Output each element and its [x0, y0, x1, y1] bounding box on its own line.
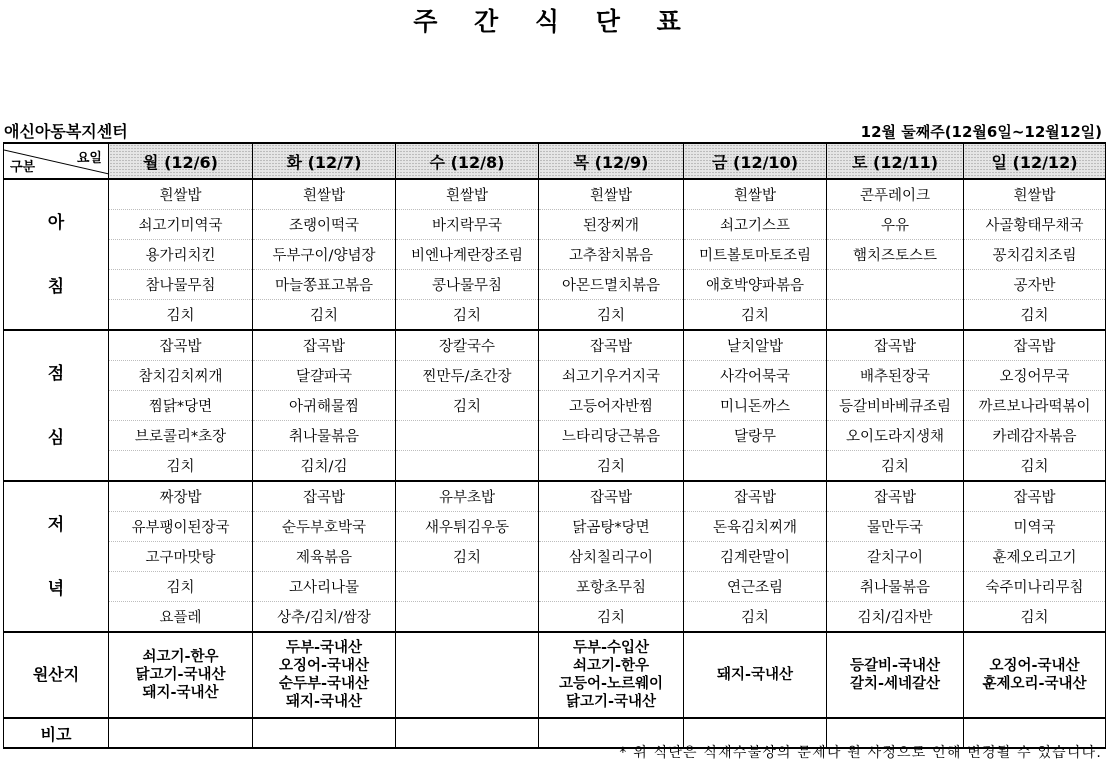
meal-label-char: 아	[47, 212, 65, 233]
menu-cell: 흰쌀밥	[253, 179, 396, 210]
menu-cell: 아몬드멸치볶음	[539, 270, 684, 300]
menu-cell: 흰쌀밥	[539, 179, 684, 210]
menu-cell: 용가리치킨	[109, 240, 253, 270]
menu-row	[4, 421, 1106, 451]
note-label: 비고	[4, 718, 109, 748]
menu-cell: 흰쌀밥	[109, 179, 253, 210]
menu-cell: 김치/김자반	[827, 602, 964, 633]
menu-cell: 김치	[109, 300, 253, 331]
menu-cell: 고등어자반찜	[539, 391, 684, 421]
meal-label-char: 녁	[47, 578, 65, 599]
menu-row	[4, 572, 1106, 602]
menu-cell: 유부초밥	[396, 481, 539, 512]
note-cell	[109, 718, 253, 748]
menu-row	[4, 210, 1106, 240]
menu-cell: 잡곡밥	[253, 330, 396, 361]
header-gubun: 구분	[10, 160, 36, 175]
menu-cell: 찜닭*당면	[109, 391, 253, 421]
menu-row	[4, 602, 1106, 633]
menu-cell: 오징어무국	[964, 361, 1106, 391]
menu-cell: 잡곡밥	[109, 330, 253, 361]
menu-cell: 김치	[964, 451, 1106, 482]
menu-row	[4, 542, 1106, 572]
menu-cell: 삼치칠리구이	[539, 542, 684, 572]
day-header: 월 (12/6)	[109, 143, 253, 179]
menu-cell: 연근조림	[684, 572, 827, 602]
meal-label-char: 점	[47, 363, 65, 384]
day-header: 목 (12/9)	[539, 143, 684, 179]
menu-cell	[396, 451, 539, 482]
menu-cell: 상추/김치/쌈장	[253, 602, 396, 633]
menu-row	[4, 330, 1106, 361]
menu-cell: 김치	[827, 451, 964, 482]
meal-label-char: 침	[47, 276, 65, 297]
menu-row	[4, 240, 1106, 270]
menu-cell: 잡곡밥	[253, 481, 396, 512]
origin-cell: 돼지-국내산	[684, 632, 827, 718]
week-label: 12월 둘째주(12월6일~12월12일)	[860, 123, 1102, 141]
menu-cell: 포항초무침	[539, 572, 684, 602]
menu-cell: 고사리나물	[253, 572, 396, 602]
menu-cell: 조랭이떡국	[253, 210, 396, 240]
menu-cell: 햄치즈토스트	[827, 240, 964, 270]
menu-cell: 흰쌀밥	[964, 179, 1106, 210]
menu-cell: 제육볶음	[253, 542, 396, 572]
menu-cell: 찐만두/초간장	[396, 361, 539, 391]
menu-cell: 잡곡밥	[539, 481, 684, 512]
menu-cell: 비엔나계란장조림	[396, 240, 539, 270]
menu-cell: 흰쌀밥	[396, 179, 539, 210]
menu-cell: 잡곡밥	[964, 481, 1106, 512]
menu-cell: 브로콜리*초장	[109, 421, 253, 451]
menu-cell: 배추된장국	[827, 361, 964, 391]
menu-cell: 새우튀김우동	[396, 512, 539, 542]
menu-row	[4, 512, 1106, 542]
menu-cell: 김치	[964, 602, 1106, 633]
origin-cell: 두부-국내산 오징어-국내산 순두부-국내산 돼지-국내산	[253, 632, 396, 718]
menu-cell: 두부구이/양념장	[253, 240, 396, 270]
menu-cell: 달걀파국	[253, 361, 396, 391]
meal-label-char: 심	[47, 427, 65, 448]
origin-cell: 오징어-국내산 훈제오리-국내산	[964, 632, 1106, 718]
organization-name: 애신아동복지센터	[4, 122, 128, 141]
menu-cell: 김치	[964, 300, 1106, 331]
menu-cell: 돈육김치찌개	[684, 512, 827, 542]
header-corner	[4, 143, 109, 179]
menu-cell: 숙주미나리무침	[964, 572, 1106, 602]
menu-cell: 짜장밥	[109, 481, 253, 512]
menu-cell: 쇠고기미역국	[109, 210, 253, 240]
menu-row	[4, 481, 1106, 512]
menu-cell: 김치	[684, 602, 827, 633]
menu-cell: 달랑무	[684, 421, 827, 451]
menu-cell: 마늘쫑표고볶음	[253, 270, 396, 300]
note-cell	[253, 718, 396, 748]
menu-cell: 순두부호박국	[253, 512, 396, 542]
menu-cell: 김치	[539, 451, 684, 482]
menu-cell: 요플레	[109, 602, 253, 633]
menu-cell: 취나물볶음	[827, 572, 964, 602]
menu-cell	[396, 421, 539, 451]
menu-cell: 바지락무국	[396, 210, 539, 240]
menu-cell: 김치	[396, 542, 539, 572]
menu-cell: 훈제오리고기	[964, 542, 1106, 572]
menu-cell: 잡곡밥	[684, 481, 827, 512]
menu-cell: 김치	[396, 300, 539, 331]
menu-table	[3, 142, 1106, 749]
menu-row	[4, 179, 1106, 210]
menu-cell: 잡곡밥	[827, 330, 964, 361]
menu-cell	[396, 602, 539, 633]
menu-row	[4, 300, 1106, 331]
menu-cell: 닭곰탕*당면	[539, 512, 684, 542]
menu-cell: 카레감자볶음	[964, 421, 1106, 451]
menu-cell: 잡곡밥	[964, 330, 1106, 361]
menu-cell: 잡곡밥	[827, 481, 964, 512]
menu-cell: 김치	[684, 300, 827, 331]
menu-cell: 애호박양파볶음	[684, 270, 827, 300]
menu-row	[4, 361, 1106, 391]
menu-cell: 아귀해물찜	[253, 391, 396, 421]
menu-cell: 느타리당근볶음	[539, 421, 684, 451]
menu-cell: 고추참치볶음	[539, 240, 684, 270]
menu-cell: 등갈비바베큐조림	[827, 391, 964, 421]
menu-cell: 갈치구이	[827, 542, 964, 572]
origin-cell: 쇠고기-한우 닭고기-국내산 돼지-국내산	[109, 632, 253, 718]
menu-cell: 쇠고기스프	[684, 210, 827, 240]
menu-cell	[684, 451, 827, 482]
menu-cell: 김치	[109, 572, 253, 602]
menu-cell: 김치	[539, 300, 684, 331]
day-header: 화 (12/7)	[253, 143, 396, 179]
menu-cell: 콘푸레이크	[827, 179, 964, 210]
menu-cell: 김계란말이	[684, 542, 827, 572]
menu-cell: 미니돈까스	[684, 391, 827, 421]
menu-cell: 취나물볶음	[253, 421, 396, 451]
day-header: 수 (12/8)	[396, 143, 539, 179]
menu-cell: 오이도라지생채	[827, 421, 964, 451]
menu-row	[4, 451, 1106, 482]
day-header: 금 (12/10)	[684, 143, 827, 179]
day-header: 일 (12/12)	[964, 143, 1106, 179]
origin-cell: 등갈비-국내산 갈치-세네갈산	[827, 632, 964, 718]
header-yoil: 요일	[76, 151, 102, 166]
menu-cell: 흰쌀밥	[684, 179, 827, 210]
menu-cell: 참나물무침	[109, 270, 253, 300]
menu-cell: 사골황태무채국	[964, 210, 1106, 240]
menu-row	[4, 391, 1106, 421]
menu-cell: 사각어묵국	[684, 361, 827, 391]
origin-cell	[396, 632, 539, 718]
menu-cell	[827, 270, 964, 300]
menu-cell: 콩나물무침	[396, 270, 539, 300]
menu-cell: 날치알밥	[684, 330, 827, 361]
menu-cell: 김치	[396, 391, 539, 421]
menu-cell: 김치	[539, 602, 684, 633]
menu-cell: 김치	[109, 451, 253, 482]
menu-cell: 쇠고기우거지국	[539, 361, 684, 391]
menu-row	[4, 270, 1106, 300]
menu-cell: 꽁치김치조림	[964, 240, 1106, 270]
menu-cell: 된장찌개	[539, 210, 684, 240]
meal-label	[4, 330, 109, 481]
menu-cell: 우유	[827, 210, 964, 240]
menu-cell	[827, 300, 964, 331]
menu-cell: 김치	[253, 300, 396, 331]
origin-row	[4, 632, 1106, 718]
origin-label: 원산지	[4, 632, 109, 718]
menu-cell: 물만두국	[827, 512, 964, 542]
note-cell	[396, 718, 539, 748]
menu-cell: 장칼국수	[396, 330, 539, 361]
menu-cell: 잡곡밥	[539, 330, 684, 361]
menu-cell: 김치/김	[253, 451, 396, 482]
origin-cell: 두부-수입산 쇠고기-한우 고등어-노르웨이 닭고기-국내산	[539, 632, 684, 718]
menu-cell: 미트볼토마토조림	[684, 240, 827, 270]
page-title: 주 간 식 단 표	[413, 7, 695, 36]
meal-label	[4, 179, 109, 330]
menu-cell	[396, 572, 539, 602]
meal-label-char: 저	[47, 514, 65, 535]
meal-label	[4, 481, 109, 632]
menu-cell: 까르보나라떡볶이	[964, 391, 1106, 421]
day-header: 토 (12/11)	[827, 143, 964, 179]
menu-cell: 유부팽이된장국	[109, 512, 253, 542]
menu-cell: 고구마맛탕	[109, 542, 253, 572]
menu-cell: 공자반	[964, 270, 1106, 300]
menu-cell: 참치김치찌개	[109, 361, 253, 391]
footnote: * 위 식단은 식재수불상의 문제나 원 사정으로 인해 변경될 수 있습니다.	[619, 745, 1102, 761]
menu-cell: 미역국	[964, 512, 1106, 542]
